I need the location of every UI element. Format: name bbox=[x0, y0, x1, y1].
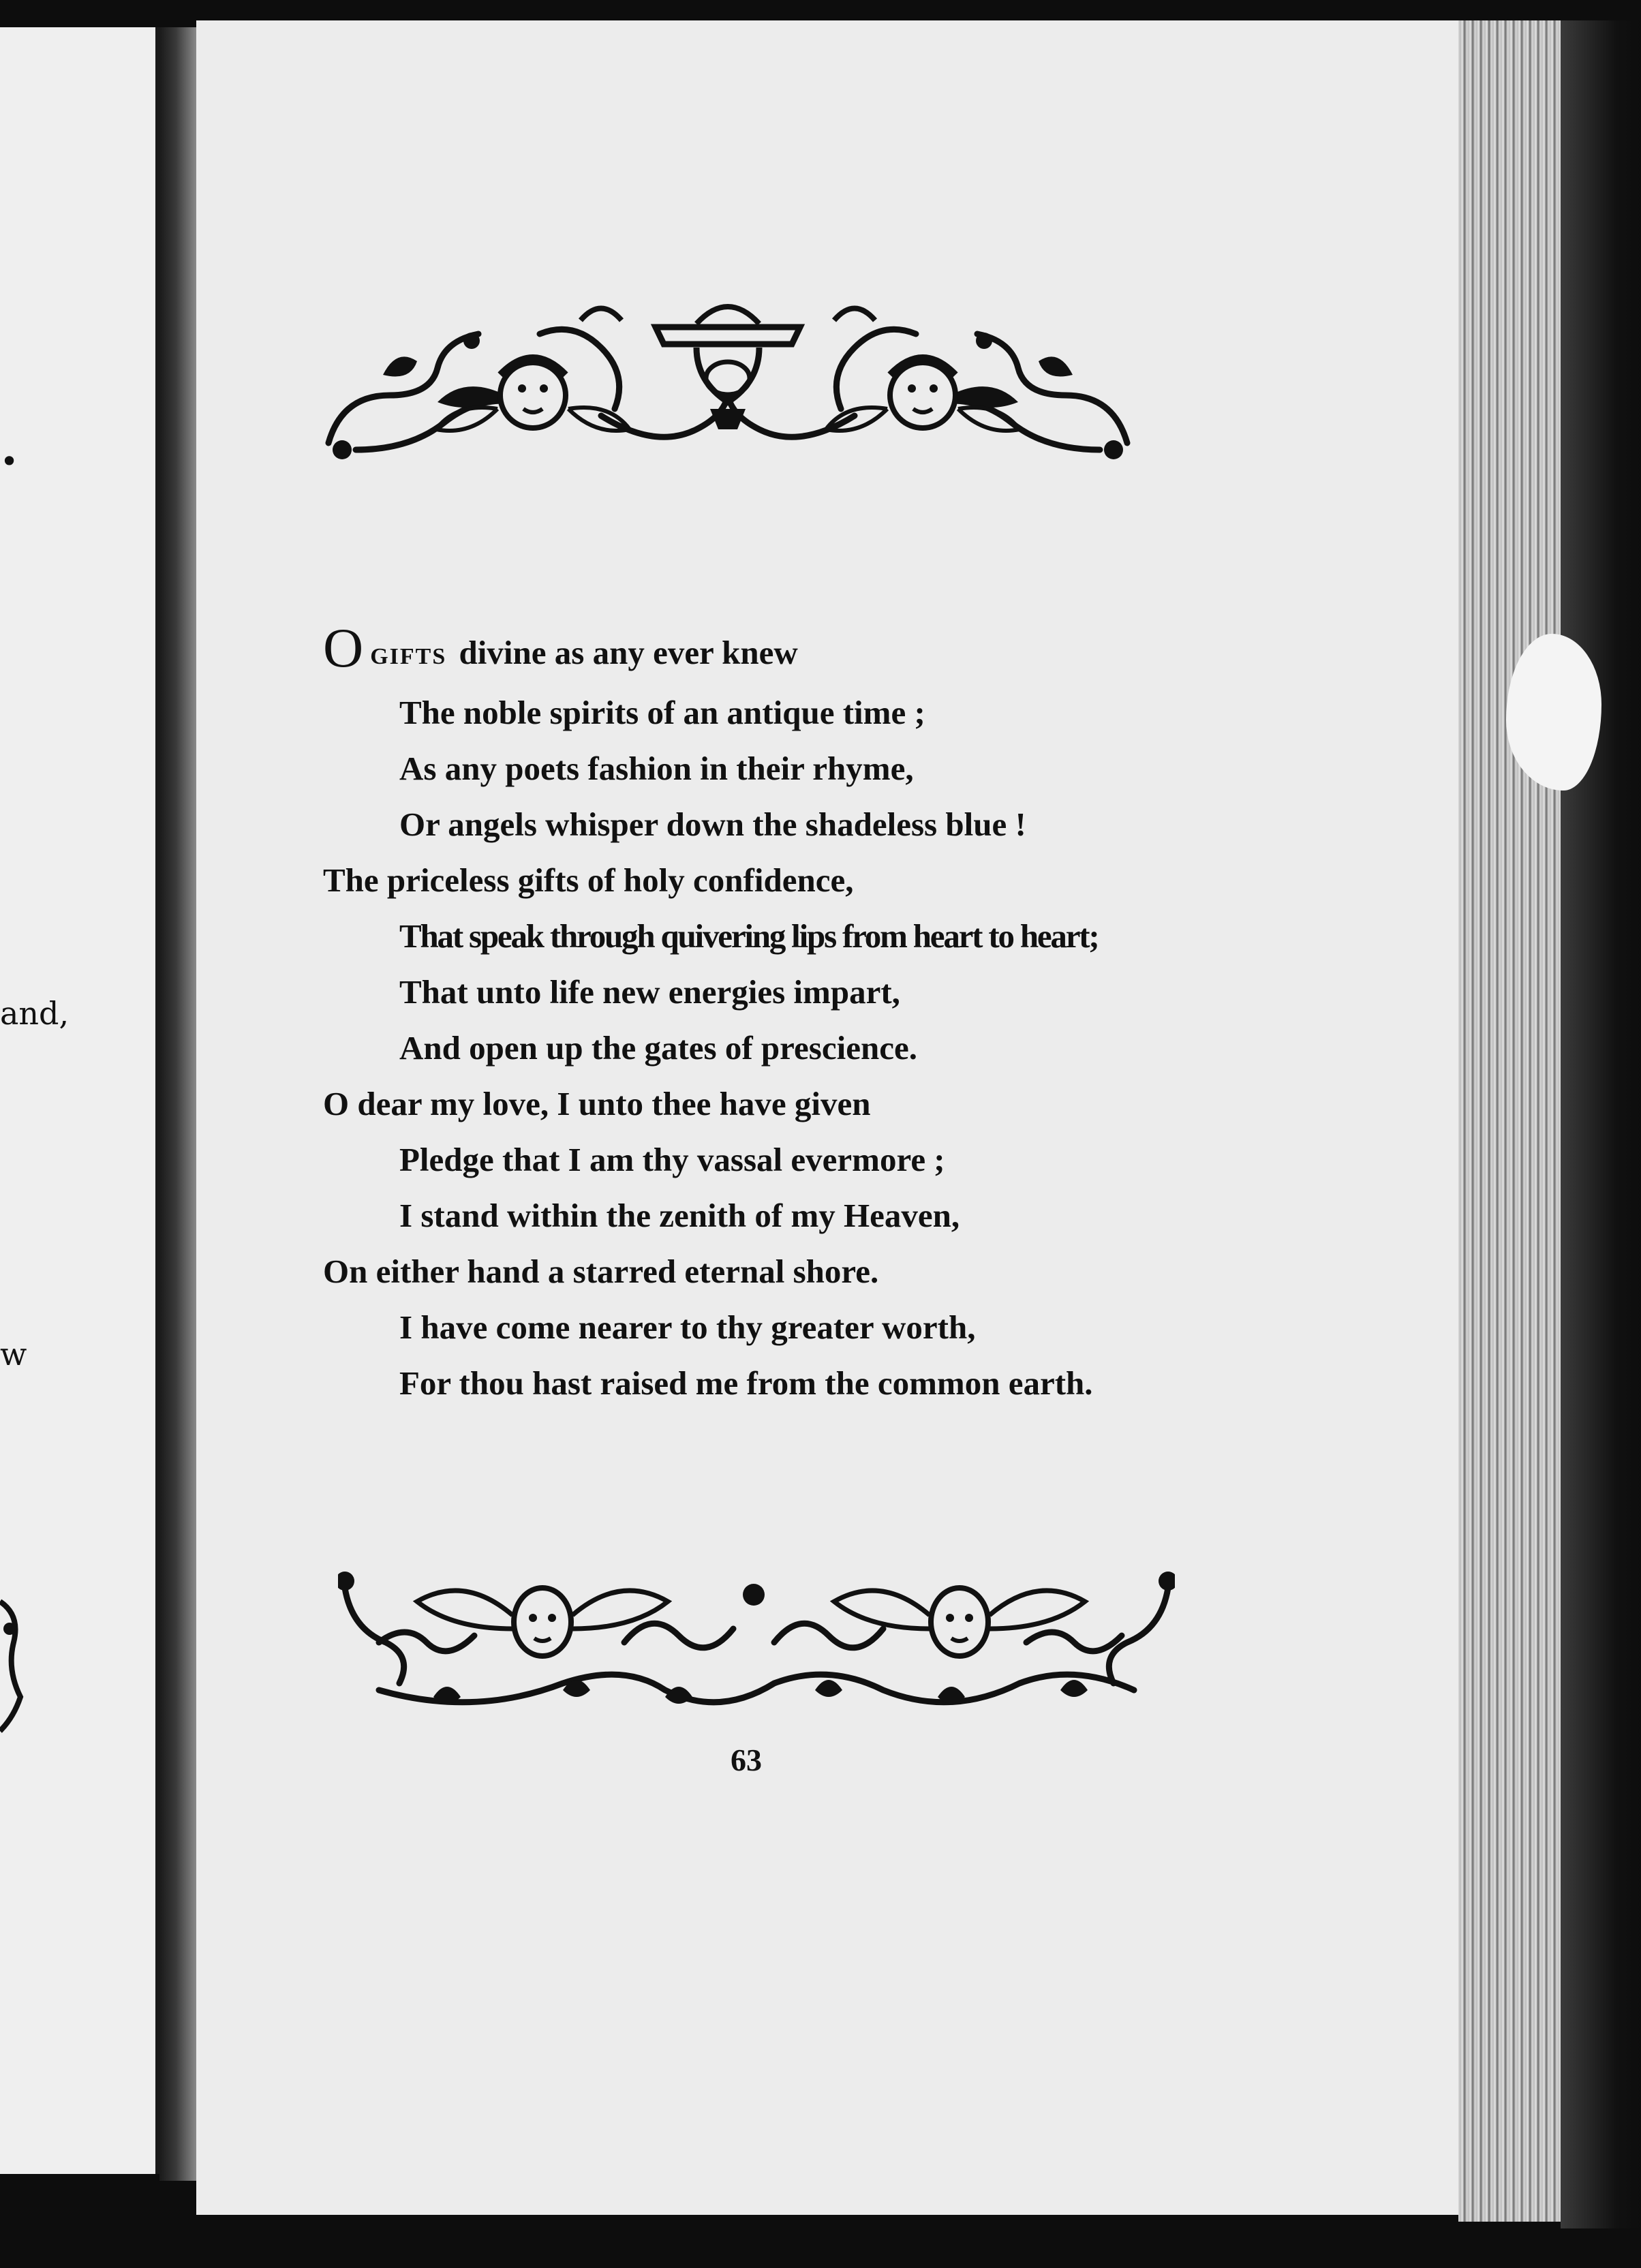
poem-line: Or angels whisper down the shadeless blue ! bbox=[399, 806, 1026, 843]
paper-tear-mark bbox=[1506, 634, 1601, 791]
poem-line: On either hand a starred eternal shore. bbox=[323, 1253, 879, 1290]
poem-line-1 bbox=[323, 617, 1277, 685]
poem-line: And open up the gates of prescience. bbox=[399, 1029, 917, 1067]
poem-body bbox=[323, 617, 1277, 1411]
book-gutter bbox=[159, 27, 196, 2181]
poem-line: As any poets fashion in their rhyme, bbox=[399, 750, 914, 787]
left-page-fragment-w: w bbox=[0, 1336, 27, 1373]
poem-line: I stand within the zenith of my Heaven, bbox=[399, 1197, 960, 1234]
opening-small-caps: GIFTS bbox=[370, 644, 447, 669]
book-edge-shadow bbox=[1561, 20, 1641, 2228]
poem-line: O dear my love, I unto thee have given bbox=[323, 1085, 871, 1122]
left-page-edge bbox=[0, 27, 159, 2174]
poem-line: I have come nearer to thy greater worth, bbox=[399, 1308, 976, 1346]
opening-initial: O bbox=[323, 617, 364, 679]
urn-centerpiece bbox=[581, 307, 875, 429]
tailpiece-cherub-left bbox=[417, 1588, 668, 1656]
poem-line: Pledge that I am thy vassal evermore ; bbox=[399, 1141, 945, 1178]
poem-line: That unto life new energies impart, bbox=[399, 973, 900, 1011]
poem-line: That speak through quivering lips from heart to heart; bbox=[399, 917, 1099, 955]
left-page-fragment-and: and, bbox=[0, 995, 70, 1032]
poem-line: The noble spirits of an antique time ; bbox=[399, 694, 925, 731]
poem-line: The priceless gifts of holy confidence, bbox=[323, 861, 854, 899]
tailpiece-cherub-right bbox=[834, 1588, 1085, 1656]
poem-line: For thou hast raised me from the common earth. bbox=[399, 1364, 1093, 1402]
page-number: 63 bbox=[731, 1743, 762, 1777]
headpiece-ornament bbox=[315, 293, 1141, 463]
left-page-fragment-top: • bbox=[0, 443, 19, 480]
first-line-rest: divine as any ever knew bbox=[459, 634, 798, 671]
tailpiece-ornament bbox=[338, 1567, 1175, 1724]
left-ornament-fragment bbox=[0, 1588, 25, 1738]
